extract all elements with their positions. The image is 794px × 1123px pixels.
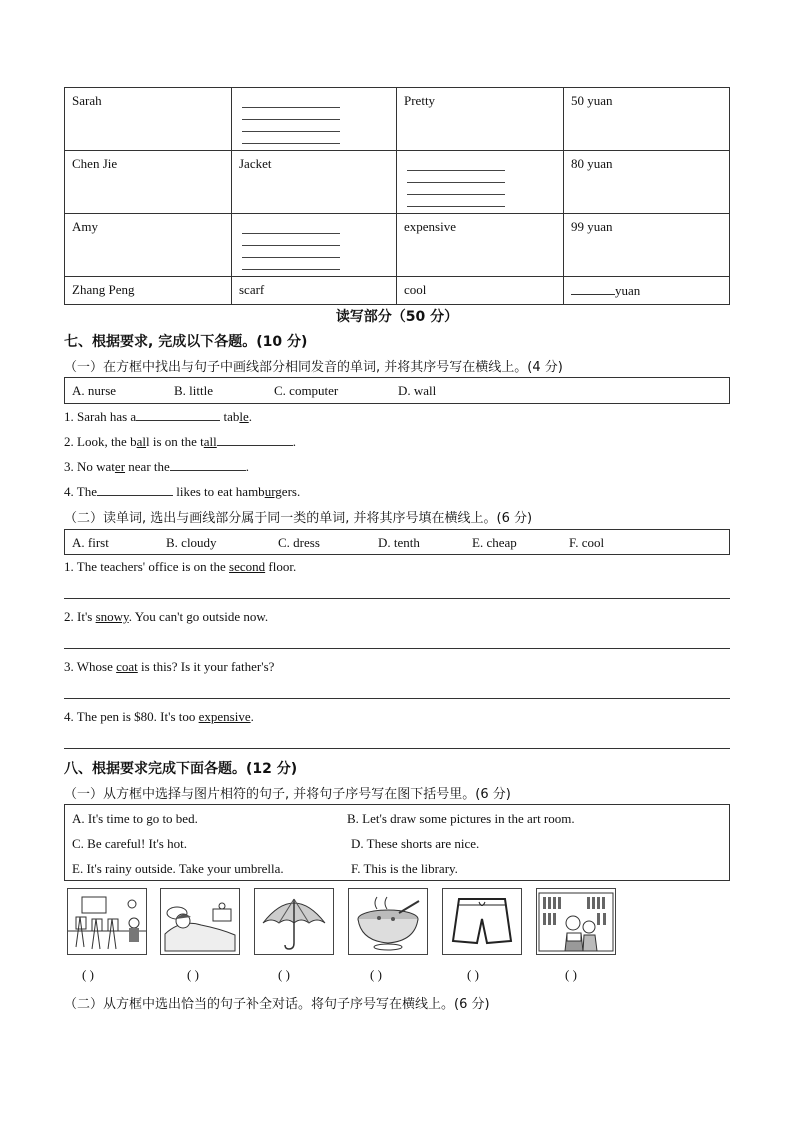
question-3: 3. No water near the . [64,459,250,474]
part8-sub1: （一）从方框中选择与图片相符的句子, 并将句子序号写在图下括号里。(6 分) [64,787,511,802]
sentence-option: E. It's rainy outside. Take your umbrella. [72,861,284,876]
table-cell-desc: cool [397,277,564,305]
answer-line[interactable] [64,748,730,749]
sentence-option: C. Be careful! It's hot. [72,836,187,851]
answer-blank[interactable] [97,483,173,496]
answer-line[interactable] [64,598,730,599]
answer-paren[interactable]: ( ) [278,967,290,982]
clothes-table [64,87,730,305]
table-cell-item-blank[interactable] [232,88,397,151]
answer-blank[interactable] [217,433,293,446]
shorts-picture [442,888,522,955]
table-cell-item: scarf [232,277,397,305]
part7-sub1: （一）在方框中找出与句子中画线部分相同发音的单词, 并将其序号写在横线上。(4 分) [64,360,563,375]
option: F. cool [569,535,605,550]
bed-picture [160,888,240,955]
table-row [65,88,730,151]
sentence-4: 4. The pen is $80. It's too expensive. [64,709,254,724]
table-row [65,214,730,277]
sentence-option: B. Let's draw some pictures in the art room. [347,811,575,826]
sentence-1: 1. The teachers' office is on the second floor. [64,559,297,574]
question-2: 2. Look, the ball is on the tall . [64,434,296,449]
table-cell-price-blank[interactable]: yuan [564,277,730,305]
price-blank[interactable] [571,282,615,295]
table-cell-price: 50 yuan [564,88,730,151]
umbrella-picture [254,888,334,955]
sentence-3: 3. Whose coat is this? Is it your father's? [64,659,275,674]
option: C. computer [274,383,339,398]
option: B. little [174,383,213,398]
part8-title: 八、根据要求完成下面各题。(12 分) [64,761,298,777]
option: D. tenth [378,535,420,550]
table-cell-desc: Pretty [397,88,564,151]
options-box-2 [64,529,730,555]
option: A. nurse [72,383,117,398]
table-row [65,277,730,305]
part7-title: 七、根据要求, 完成以下各题。(10 分) [64,334,308,350]
part8-sub2: （二）从方框中选出恰当的句子补全对话。将句子序号写在横线上。(6 分) [64,997,490,1012]
option: E. cheap [472,535,517,550]
option: B. cloudy [166,535,217,550]
sentence-option: F. This is the library. [351,861,458,876]
answer-paren[interactable]: ( ) [187,967,199,982]
answer-paren[interactable]: ( ) [467,967,479,982]
sentence-2: 2. It's snowy. You can't go outside now. [64,609,269,624]
library-picture [536,888,616,955]
answer-blank[interactable] [136,408,220,421]
art-room-picture [67,888,147,955]
table-cell-desc: expensive [397,214,564,277]
option: C. dress [278,535,320,550]
answer-paren[interactable]: ( ) [565,967,577,982]
table-cell-name: Zhang Peng [65,277,232,305]
answer-blank[interactable] [170,458,246,471]
answer-paren[interactable]: ( ) [370,967,382,982]
question-1: 1. Sarah has a table. [64,409,252,424]
question-4: 4. The likes to eat hamburgers. [64,484,301,499]
answer-paren[interactable]: ( ) [82,967,94,982]
table-cell-desc-blank[interactable] [397,151,564,214]
table-cell-item: Jacket [232,151,397,214]
table-row [65,151,730,214]
table-cell-name: Sarah [65,88,232,151]
table-cell-price: 80 yuan [564,151,730,214]
table-cell-item-blank[interactable] [232,214,397,277]
sentence-option: D. These shorts are nice. [351,836,480,851]
part7-sub2: （二）读单词, 选出与画线部分属于同一类的单词, 并将其序号填在横线上。(6 分) [64,511,533,526]
answer-line[interactable] [64,648,730,649]
option: D. wall [398,383,437,398]
answer-line[interactable] [64,698,730,699]
table-cell-name: Chen Jie [65,151,232,214]
table-cell-price: 99 yuan [564,214,730,277]
table-cell-name: Amy [65,214,232,277]
section-title: 读写部分（50 分） [335,309,459,325]
sentence-option: A. It's time to go to bed. [72,811,198,826]
option: A. first [72,535,109,550]
hot-soup-picture [348,888,428,955]
options-box-1 [64,377,730,404]
sentences-box [64,804,730,881]
